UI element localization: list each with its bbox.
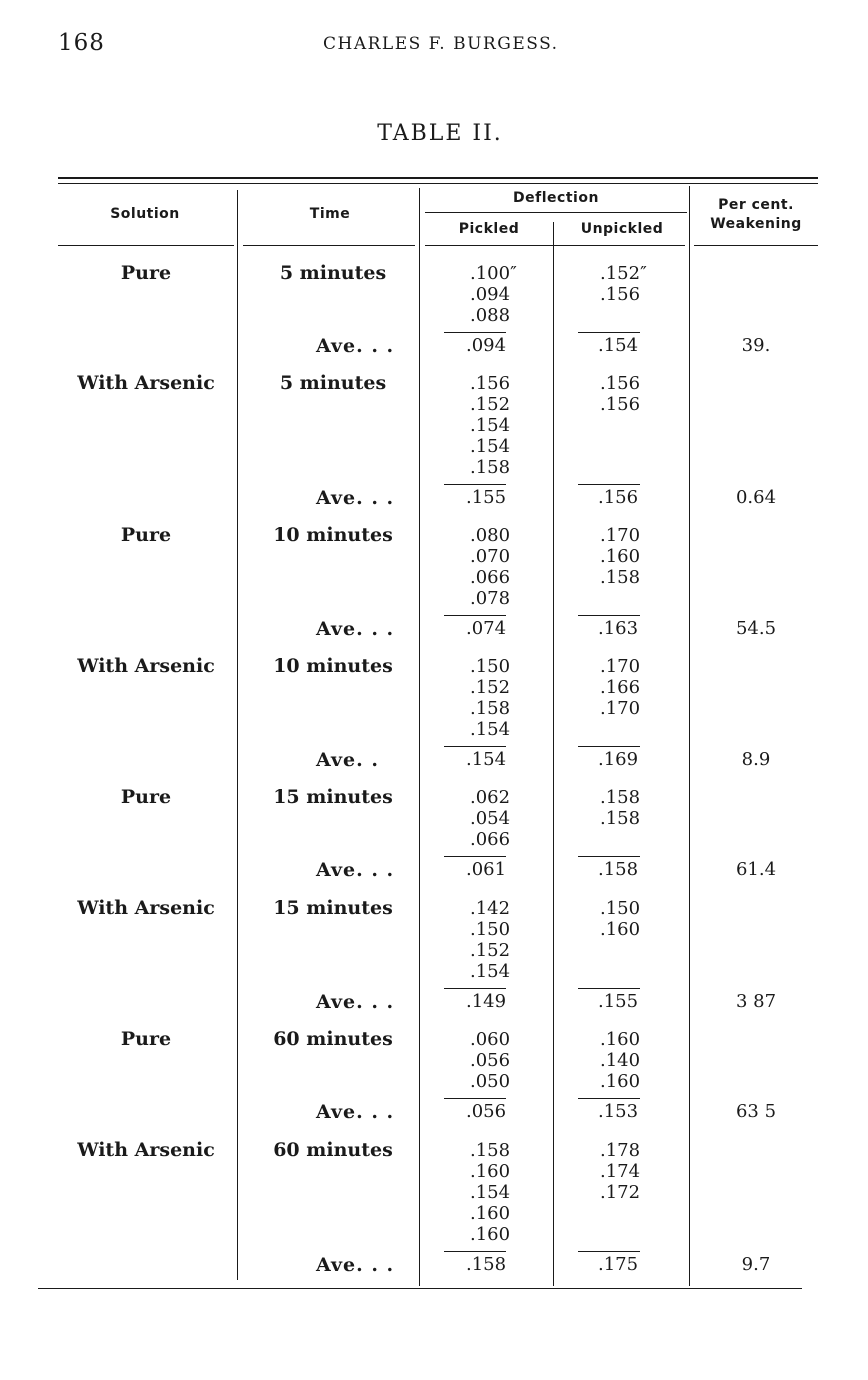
pickled-values bbox=[470, 263, 517, 326]
weakening-value: 8.9 bbox=[741, 749, 771, 770]
time-cell: 60 minutes bbox=[273, 1028, 393, 1050]
unpickled-average: .158 bbox=[598, 859, 639, 880]
unpickled-average: .154 bbox=[598, 335, 639, 356]
average-label: Ave. . bbox=[316, 749, 379, 771]
unpickled-sum-rule bbox=[578, 484, 640, 485]
header-rule-deflection bbox=[425, 245, 685, 246]
pickled-sum-rule bbox=[444, 856, 506, 857]
unpickled-value: .166 bbox=[600, 677, 641, 698]
pickled-sum-rule bbox=[444, 1251, 506, 1252]
solution-cell: Pure bbox=[120, 524, 172, 546]
unpickled-sum-rule bbox=[578, 746, 640, 747]
pickled-value: .100″ bbox=[470, 263, 517, 284]
weakening-value: 63 5 bbox=[735, 1101, 777, 1122]
time-cell: 5 minutes bbox=[279, 262, 387, 284]
pickled-values bbox=[470, 1140, 510, 1245]
deflection-underline bbox=[425, 212, 687, 213]
unpickled-sum-rule bbox=[578, 988, 640, 989]
pickled-value: .160 bbox=[470, 1161, 511, 1182]
col-header-pickled: Pickled bbox=[458, 221, 520, 237]
pickled-sum-rule bbox=[444, 332, 506, 333]
unpickled-value: .170 bbox=[600, 525, 641, 546]
pickled-value: .158 bbox=[470, 457, 511, 478]
unpickled-value: .160 bbox=[600, 1071, 641, 1092]
pickled-average: .094 bbox=[466, 335, 507, 356]
unpickled-sum-rule bbox=[578, 1251, 640, 1252]
average-label: Ave. . . bbox=[316, 991, 395, 1013]
table-title: TABLE II. bbox=[377, 121, 503, 146]
unpickled-values bbox=[600, 656, 640, 719]
pickled-average: .155 bbox=[466, 487, 507, 508]
time-cell: 60 minutes bbox=[273, 1139, 393, 1161]
time-cell: 5 minutes bbox=[279, 372, 387, 394]
weakening-value: 9.7 bbox=[741, 1254, 771, 1275]
pickled-value: .160 bbox=[470, 1224, 511, 1245]
unpickled-value: .170 bbox=[600, 698, 641, 719]
col-header-time: Time bbox=[309, 206, 351, 222]
pickled-sum-rule bbox=[444, 988, 506, 989]
unpickled-value: .156 bbox=[600, 284, 641, 305]
average-label: Ave. . . bbox=[316, 859, 395, 881]
pickled-value: .160 bbox=[470, 1203, 511, 1224]
unpickled-values bbox=[600, 263, 647, 305]
pickled-values bbox=[470, 656, 510, 740]
vrule-pickled-unpickled bbox=[553, 222, 554, 1286]
unpickled-value: .160 bbox=[600, 546, 641, 567]
pickled-value: .094 bbox=[470, 284, 511, 305]
pickled-average: .061 bbox=[466, 859, 507, 880]
pickled-value: .066 bbox=[470, 829, 511, 850]
unpickled-values bbox=[600, 373, 640, 415]
pickled-average: .056 bbox=[466, 1101, 507, 1122]
pickled-value: .154 bbox=[470, 415, 511, 436]
pickled-value: .066 bbox=[470, 567, 511, 588]
pickled-value: .154 bbox=[470, 961, 511, 982]
pickled-value: .156 bbox=[470, 373, 511, 394]
solution-cell: With Arsenic bbox=[77, 1139, 215, 1161]
col-header-unpickled: Unpickled bbox=[580, 221, 664, 237]
header-rule-left bbox=[58, 245, 234, 246]
pickled-value: .152 bbox=[470, 677, 511, 698]
pickled-value: .152 bbox=[470, 394, 511, 415]
time-cell: 10 minutes bbox=[273, 655, 393, 677]
time-cell: 15 minutes bbox=[273, 786, 393, 808]
pickled-value: .150 bbox=[470, 656, 511, 677]
pickled-value: .154 bbox=[470, 436, 511, 457]
header-rule-time bbox=[243, 245, 415, 246]
unpickled-average: .175 bbox=[598, 1254, 639, 1275]
running-title: CHARLES F. BURGESS. bbox=[323, 34, 559, 54]
weakening-value: 0.64 bbox=[735, 487, 777, 508]
solution-cell: Pure bbox=[120, 1028, 172, 1050]
unpickled-values bbox=[600, 1140, 640, 1203]
pickled-sum-rule bbox=[444, 746, 506, 747]
unpickled-sum-rule bbox=[578, 1098, 640, 1099]
col-header-deflection: Deflection bbox=[513, 190, 599, 206]
solution-cell: With Arsenic bbox=[77, 897, 215, 919]
unpickled-sum-rule bbox=[578, 332, 640, 333]
solution-cell: With Arsenic bbox=[77, 655, 215, 677]
unpickled-value: .156 bbox=[600, 373, 641, 394]
pickled-value: .142 bbox=[470, 898, 511, 919]
solution-cell: Pure bbox=[120, 262, 172, 284]
pickled-value: .062 bbox=[470, 787, 511, 808]
unpickled-value: .172 bbox=[600, 1182, 641, 1203]
unpickled-value: .174 bbox=[600, 1161, 641, 1182]
average-label: Ave. . . bbox=[316, 335, 395, 357]
pickled-sum-rule bbox=[444, 484, 506, 485]
unpickled-value: .170 bbox=[600, 656, 641, 677]
unpickled-values bbox=[600, 1029, 640, 1092]
pickled-value: .056 bbox=[470, 1050, 511, 1071]
pickled-value: .088 bbox=[470, 305, 511, 326]
pickled-sum-rule bbox=[444, 615, 506, 616]
time-cell: 10 minutes bbox=[273, 524, 393, 546]
pickled-average: .158 bbox=[466, 1254, 507, 1275]
unpickled-value: .158 bbox=[600, 567, 641, 588]
unpickled-value: .156 bbox=[600, 394, 641, 415]
pickled-values bbox=[470, 525, 510, 609]
unpickled-value: .158 bbox=[600, 787, 641, 808]
solution-cell: Pure bbox=[120, 786, 172, 808]
unpickled-average: .156 bbox=[598, 487, 639, 508]
unpickled-value: .158 bbox=[600, 808, 641, 829]
unpickled-sum-rule bbox=[578, 615, 640, 616]
pickled-values bbox=[470, 373, 510, 478]
bottom-rule bbox=[38, 1288, 802, 1289]
pickled-values bbox=[470, 898, 510, 982]
unpickled-average: .155 bbox=[598, 991, 639, 1012]
solution-cell: With Arsenic bbox=[77, 372, 215, 394]
time-cell: 15 minutes bbox=[273, 897, 393, 919]
page-number: 168 bbox=[58, 30, 105, 56]
average-label: Ave. . . bbox=[316, 487, 395, 509]
unpickled-value: .160 bbox=[600, 1029, 641, 1050]
unpickled-value: .160 bbox=[600, 919, 641, 940]
unpickled-values bbox=[600, 898, 640, 940]
average-label: Ave. . . bbox=[316, 1101, 395, 1123]
top-rule-2 bbox=[58, 183, 818, 184]
header-rule-weakening bbox=[694, 245, 818, 246]
pickled-values bbox=[470, 1029, 510, 1092]
pickled-value: .078 bbox=[470, 588, 511, 609]
pickled-value: .080 bbox=[470, 525, 511, 546]
unpickled-values bbox=[600, 525, 640, 588]
vrule-time-deflection bbox=[419, 188, 420, 1286]
vrule-deflection-weakening bbox=[689, 186, 690, 1286]
weakening-value: 61.4 bbox=[735, 859, 777, 880]
weakening-value: 54.5 bbox=[735, 618, 777, 639]
pickled-value: .050 bbox=[470, 1071, 511, 1092]
pickled-value: .060 bbox=[470, 1029, 511, 1050]
top-rule-1 bbox=[58, 177, 818, 179]
unpickled-value: .178 bbox=[600, 1140, 641, 1161]
pickled-value: .152 bbox=[470, 940, 511, 961]
pickled-average: .154 bbox=[466, 749, 507, 770]
pickled-value: .154 bbox=[470, 719, 511, 740]
average-label: Ave. . . bbox=[316, 1254, 395, 1276]
unpickled-values bbox=[600, 787, 640, 829]
unpickled-value: .150 bbox=[600, 898, 641, 919]
average-label: Ave. . . bbox=[316, 618, 395, 640]
pickled-value: .158 bbox=[470, 698, 511, 719]
weakening-value: 3 87 bbox=[735, 991, 777, 1012]
unpickled-value: .152″ bbox=[600, 263, 647, 284]
pickled-average: .149 bbox=[466, 991, 507, 1012]
unpickled-sum-rule bbox=[578, 856, 640, 857]
vrule-solution-time bbox=[237, 190, 238, 1280]
pickled-value: .150 bbox=[470, 919, 511, 940]
pickled-sum-rule bbox=[444, 1098, 506, 1099]
col-header-weakening: Per cent. Weakening bbox=[710, 197, 802, 232]
pickled-value: .158 bbox=[470, 1140, 511, 1161]
pickled-value: .054 bbox=[470, 808, 511, 829]
col-header-solution: Solution bbox=[110, 206, 180, 222]
unpickled-average: .153 bbox=[598, 1101, 639, 1122]
pickled-value: .154 bbox=[470, 1182, 511, 1203]
unpickled-average: .169 bbox=[598, 749, 639, 770]
unpickled-value: .140 bbox=[600, 1050, 641, 1071]
pickled-value: .070 bbox=[470, 546, 511, 567]
pickled-average: .074 bbox=[466, 618, 507, 639]
weakening-value: 39. bbox=[741, 335, 771, 356]
unpickled-average: .163 bbox=[598, 618, 639, 639]
pickled-values bbox=[470, 787, 510, 850]
